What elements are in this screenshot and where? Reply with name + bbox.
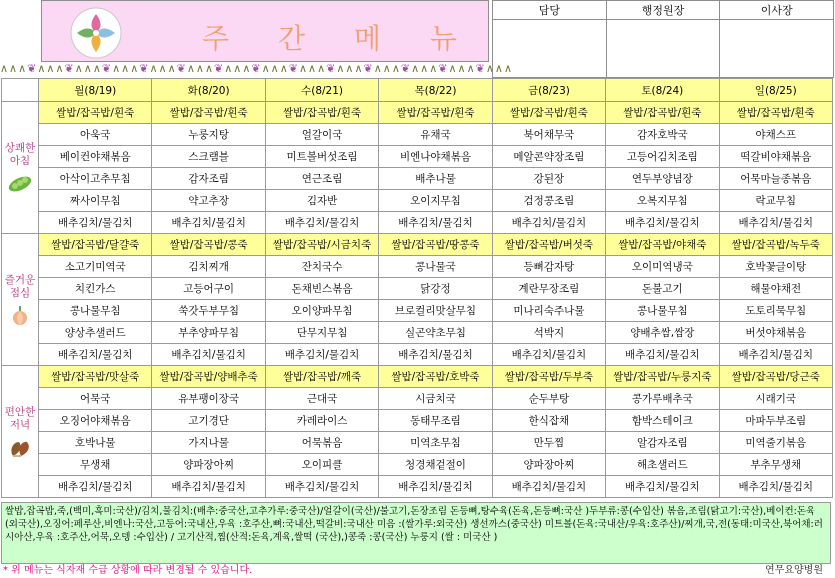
dish-cell: 부추무생채 bbox=[719, 454, 832, 476]
menu-row bbox=[2, 388, 833, 410]
dish-cell: 청경채겉절이 bbox=[379, 454, 492, 476]
dish-cell: 쌀밥/잡곡밥/맛살죽 bbox=[39, 366, 152, 388]
dish-cell: 쌀밥/잡곡밥/땅콩죽 bbox=[379, 234, 492, 256]
dish-cell: 브로컬리맛살무침 bbox=[379, 300, 492, 322]
dish-cell: 고등어김치조림 bbox=[606, 146, 719, 168]
change-warning: * 위 메뉴는 식자재 수급 상황에 따라 변경될 수 있습니다. bbox=[3, 565, 253, 576]
dish-cell: 닭강정 bbox=[379, 278, 492, 300]
dish-cell: 감자조림 bbox=[152, 168, 265, 190]
dish-cell: 쌀밥/잡곡밥/버섯죽 bbox=[492, 234, 605, 256]
dish-cell: 쌀밥/잡곡밥/흰죽 bbox=[492, 102, 605, 124]
dish-cell: 호박꽃글이탕 bbox=[719, 256, 832, 278]
page-title: 주 간 메 뉴 bbox=[202, 22, 477, 55]
meal-label: 즐거운 점심 bbox=[4, 273, 36, 299]
dish-cell: 검정콩조림 bbox=[492, 190, 605, 212]
dish-cell: 함박스테이크 bbox=[606, 410, 719, 432]
dish-cell: 감자호박국 bbox=[606, 124, 719, 146]
dish-cell: 배추김치/물김치 bbox=[265, 344, 378, 366]
dish-cell: 약고추장 bbox=[152, 190, 265, 212]
dish-cell: 강된장 bbox=[492, 168, 605, 190]
dish-cell: 콩나물무침 bbox=[39, 300, 152, 322]
dish-cell: 쌀밥/잡곡밥/달걀죽 bbox=[39, 234, 152, 256]
meal-label-cell bbox=[2, 234, 39, 366]
dish-cell: 근대국 bbox=[265, 388, 378, 410]
day-header: 월(8/19) bbox=[39, 79, 152, 102]
dish-cell: 떡갈비야채볶음 bbox=[719, 146, 832, 168]
dish-cell: 쌀밥/잡곡밥/콩죽 bbox=[152, 234, 265, 256]
dish-cell: 실곤약초무침 bbox=[379, 322, 492, 344]
day-header-row bbox=[2, 79, 833, 102]
vine-decoration: ∧∧∧❦∧∧∧❦∧∧∧❦∧∧∧❦∧∧∧❦∧∧∧❦∧∧∧❦∧∧∧❦∧∧∧❦∧∧∧❦∧∧∧❦∧∧∧❦∧∧∧❦∧∧∧ bbox=[0, 62, 514, 75]
menu-row bbox=[2, 278, 833, 300]
chestnut-icon bbox=[2, 436, 38, 458]
dish-cell: 미역줄기볶음 bbox=[719, 432, 832, 454]
dish-cell: 부추양파무침 bbox=[152, 322, 265, 344]
dish-cell: 쌀밥/잡곡밥/야채죽 bbox=[606, 234, 719, 256]
dish-cell: 연근조림 bbox=[265, 168, 378, 190]
dish-cell: 유채국 bbox=[379, 124, 492, 146]
dish-cell: 배추김치/물김치 bbox=[492, 476, 605, 498]
dish-cell: 쌀밥/잡곡밥/흰죽 bbox=[39, 102, 152, 124]
dish-cell: 버섯야채볶음 bbox=[719, 322, 832, 344]
dish-cell: 쌀밥/잡곡밥/깨죽 bbox=[265, 366, 378, 388]
dish-cell: 배추김치/물김치 bbox=[39, 344, 152, 366]
menu-row bbox=[2, 322, 833, 344]
dish-cell: 쌀밥/잡곡밥/두부죽 bbox=[492, 366, 605, 388]
approval-chairman: 이사장 bbox=[720, 1, 834, 20]
hospital-name: 연무요양병원 bbox=[765, 565, 823, 576]
dish-cell: 콩나물국 bbox=[379, 256, 492, 278]
menu-row bbox=[2, 146, 833, 168]
dish-cell: 누룽지탕 bbox=[152, 124, 265, 146]
menu-row bbox=[2, 410, 833, 432]
dish-cell: 배추김치/물김치 bbox=[265, 212, 378, 234]
dish-cell: 쌀밥/잡곡밥/누룽지죽 bbox=[606, 366, 719, 388]
dish-cell: 호박나물 bbox=[39, 432, 152, 454]
day-header: 목(8/22) bbox=[379, 79, 492, 102]
dish-cell: 배추김치/물김치 bbox=[606, 212, 719, 234]
dish-cell: 카레라이스 bbox=[265, 410, 378, 432]
dish-cell: 배추김치/물김치 bbox=[492, 212, 605, 234]
day-header: 수(8/21) bbox=[265, 79, 378, 102]
dish-cell: 미나리숙주나물 bbox=[492, 300, 605, 322]
dish-cell: 베이컨야채볶음 bbox=[39, 146, 152, 168]
dish-cell: 순두부탕 bbox=[492, 388, 605, 410]
dish-cell: 아삭이고추무침 bbox=[39, 168, 152, 190]
dish-cell: 한식잡채 bbox=[492, 410, 605, 432]
signature-box bbox=[493, 20, 607, 78]
dish-cell: 쌀밥/잡곡밥/흰죽 bbox=[265, 102, 378, 124]
menu-row bbox=[2, 454, 833, 476]
dish-cell: 배추김치/물김치 bbox=[719, 212, 832, 234]
dish-cell: 해초샐러드 bbox=[606, 454, 719, 476]
peas-icon bbox=[2, 172, 38, 194]
dish-cell: 양파장아찌 bbox=[152, 454, 265, 476]
menu-row bbox=[2, 168, 833, 190]
dish-cell: 배추김치/물김치 bbox=[265, 476, 378, 498]
menu-row bbox=[2, 432, 833, 454]
dish-cell: 쌀밥/잡곡밥/녹두죽 bbox=[719, 234, 832, 256]
day-header: 일(8/25) bbox=[719, 79, 832, 102]
dish-cell: 등뼈감자탕 bbox=[492, 256, 605, 278]
dish-cell: 석박지 bbox=[492, 322, 605, 344]
weekly-menu-table bbox=[1, 78, 833, 498]
menu-row bbox=[2, 212, 833, 234]
dish-cell: 배추김치/물김치 bbox=[379, 476, 492, 498]
dish-cell: 배추나물 bbox=[379, 168, 492, 190]
dish-cell: 배추김치/물김치 bbox=[379, 344, 492, 366]
dish-cell: 배추김치/물김치 bbox=[152, 212, 265, 234]
dish-cell: 쌀밥/잡곡밥/시금치죽 bbox=[265, 234, 378, 256]
dish-cell: 배추김치/물김치 bbox=[379, 212, 492, 234]
dish-cell: 양배추쌈,쌈장 bbox=[606, 322, 719, 344]
dish-cell: 배추김치/물김치 bbox=[606, 344, 719, 366]
dish-cell: 콩가루배추국 bbox=[606, 388, 719, 410]
day-header: 화(8/20) bbox=[152, 79, 265, 102]
dish-cell: 어묵국 bbox=[39, 388, 152, 410]
dish-cell: 배추김치/물김치 bbox=[719, 476, 832, 498]
dish-cell: 어묵마늘종볶음 bbox=[719, 168, 832, 190]
dish-cell: 가지나물 bbox=[152, 432, 265, 454]
dish-cell: 배추김치/물김치 bbox=[39, 212, 152, 234]
menu-row bbox=[2, 300, 833, 322]
dish-cell: 오징어야채볶음 bbox=[39, 410, 152, 432]
corner-cell bbox=[2, 79, 39, 102]
dish-cell: 얼갈이국 bbox=[265, 124, 378, 146]
footer bbox=[0, 564, 835, 578]
dish-cell: 시래기국 bbox=[719, 388, 832, 410]
menu-row bbox=[2, 102, 833, 124]
dish-cell: 오이미역냉국 bbox=[606, 256, 719, 278]
dish-cell: 도토리묵무침 bbox=[719, 300, 832, 322]
dish-cell: 연두부양념장 bbox=[606, 168, 719, 190]
dish-cell: 쌀밥/잡곡밥/흰죽 bbox=[719, 102, 832, 124]
dish-cell: 배추김치/물김치 bbox=[606, 476, 719, 498]
day-header: 금(8/23) bbox=[492, 79, 605, 102]
dish-cell: 동태무조림 bbox=[379, 410, 492, 432]
dish-cell: 쌀밥/잡곡밥/당근죽 bbox=[719, 366, 832, 388]
dish-cell: 야채스프 bbox=[719, 124, 832, 146]
dish-cell: 오이피클 bbox=[265, 454, 378, 476]
dish-cell: 만두찜 bbox=[492, 432, 605, 454]
menu-row bbox=[2, 344, 833, 366]
dish-cell: 유부팽이장국 bbox=[152, 388, 265, 410]
dish-cell: 스크램블 bbox=[152, 146, 265, 168]
dish-cell: 배추김치/물김치 bbox=[39, 476, 152, 498]
onion-icon bbox=[2, 304, 38, 326]
dish-cell: 돈채빈스볶음 bbox=[265, 278, 378, 300]
signature-box bbox=[606, 20, 720, 78]
dish-cell: 북어채무국 bbox=[492, 124, 605, 146]
approval-admin-director: 행정원장 bbox=[606, 1, 720, 20]
menu-row bbox=[2, 256, 833, 278]
meal-label: 상쾌한 아침 bbox=[4, 141, 36, 167]
dish-cell: 고기경단 bbox=[152, 410, 265, 432]
dish-cell: 김자반 bbox=[265, 190, 378, 212]
dish-cell: 어묵볶음 bbox=[265, 432, 378, 454]
dish-cell: 양파장아찌 bbox=[492, 454, 605, 476]
dish-cell: 배추김치/물김치 bbox=[492, 344, 605, 366]
meal-label-cell bbox=[2, 102, 39, 234]
dish-cell: 비엔나야채볶음 bbox=[379, 146, 492, 168]
dish-cell: 잔치국수 bbox=[265, 256, 378, 278]
dish-cell: 쑥갓두부무침 bbox=[152, 300, 265, 322]
dish-cell: 계란무장조림 bbox=[492, 278, 605, 300]
day-header: 토(8/24) bbox=[606, 79, 719, 102]
dish-cell: 배추김치/물김치 bbox=[152, 476, 265, 498]
dish-cell: 무생채 bbox=[39, 454, 152, 476]
dish-cell: 오이양파무침 bbox=[265, 300, 378, 322]
origin-note: 쌀밥,잡곡밥,죽,(백미,흑미:국산)/김치,물김치:(배추:중국산,고추가루:중국산)/얼갈이(국산)/불고기,돈장조림 돈등뼈,탕수육(돈육,돈등뼈:국산 )두부류:콩(수입산) 볶음,조림(닭고기:국산),베이컨:돈육(외국산),오징어:페루산,비엔나:국산,고등어:국내산,우육 :호주산,뼈:국내산,떡갈비:국내산 미음 :(쌀가루:외국산) 생선까스(중국산) 미트볼(돈육:국내산/우육:호주산)/찌개,국,전(동태:미국산,북어채:러시아산,우육 :호주산,어묵,오뎅 :수입산) / 고기산적,찜(산적:돈육,계육,쌀떡 (국산),)콩죽 :콩(국산) 누룽지 (쌀 : 미국산 ) bbox=[1, 502, 831, 564]
dish-cell: 배추김치/물김치 bbox=[152, 344, 265, 366]
dish-cell: 알감자조림 bbox=[606, 432, 719, 454]
signature-box bbox=[720, 20, 834, 78]
dish-cell: 쌀밥/잡곡밥/흰죽 bbox=[152, 102, 265, 124]
dish-cell: 오이지무침 bbox=[379, 190, 492, 212]
hospital-logo bbox=[66, 6, 126, 60]
dish-cell: 콩나물무침 bbox=[606, 300, 719, 322]
dish-cell: 양상추샐러드 bbox=[39, 322, 152, 344]
dish-cell: 쌀밥/잡곡밥/흰죽 bbox=[379, 102, 492, 124]
meal-label: 편안한 저녁 bbox=[4, 405, 36, 431]
dish-cell: 아욱국 bbox=[39, 124, 152, 146]
dish-cell: 메알콘약장조림 bbox=[492, 146, 605, 168]
dish-cell: 락교무침 bbox=[719, 190, 832, 212]
menu-row bbox=[2, 234, 833, 256]
dish-cell: 미역초무침 bbox=[379, 432, 492, 454]
dish-cell: 배추김치/물김치 bbox=[719, 344, 832, 366]
dish-cell: 돈불고기 bbox=[606, 278, 719, 300]
dish-cell: 미트볼버섯조림 bbox=[265, 146, 378, 168]
dish-cell: 시금치국 bbox=[379, 388, 492, 410]
dish-cell: 치킨가스 bbox=[39, 278, 152, 300]
dish-cell: 소고기미역국 bbox=[39, 256, 152, 278]
menu-row bbox=[2, 124, 833, 146]
dish-cell: 쌀밥/잡곡밥/호박죽 bbox=[379, 366, 492, 388]
menu-row bbox=[2, 366, 833, 388]
dish-cell: 마파두부조림 bbox=[719, 410, 832, 432]
dish-cell: 쌀밥/잡곡밥/흰죽 bbox=[606, 102, 719, 124]
dish-cell: 고등어구이 bbox=[152, 278, 265, 300]
meal-label-cell bbox=[2, 366, 39, 498]
approval-table bbox=[492, 0, 834, 78]
menu-row bbox=[2, 190, 833, 212]
dish-cell: 쌀밥/잡곡밥/양배추죽 bbox=[152, 366, 265, 388]
dish-cell: 해물야채전 bbox=[719, 278, 832, 300]
dish-cell: 오복지무침 bbox=[606, 190, 719, 212]
approval-staff: 담당 bbox=[493, 1, 607, 20]
dish-cell: 김치찌개 bbox=[152, 256, 265, 278]
dish-cell: 단무지무침 bbox=[265, 322, 378, 344]
dish-cell: 짜사이무침 bbox=[39, 190, 152, 212]
menu-row bbox=[2, 476, 833, 498]
